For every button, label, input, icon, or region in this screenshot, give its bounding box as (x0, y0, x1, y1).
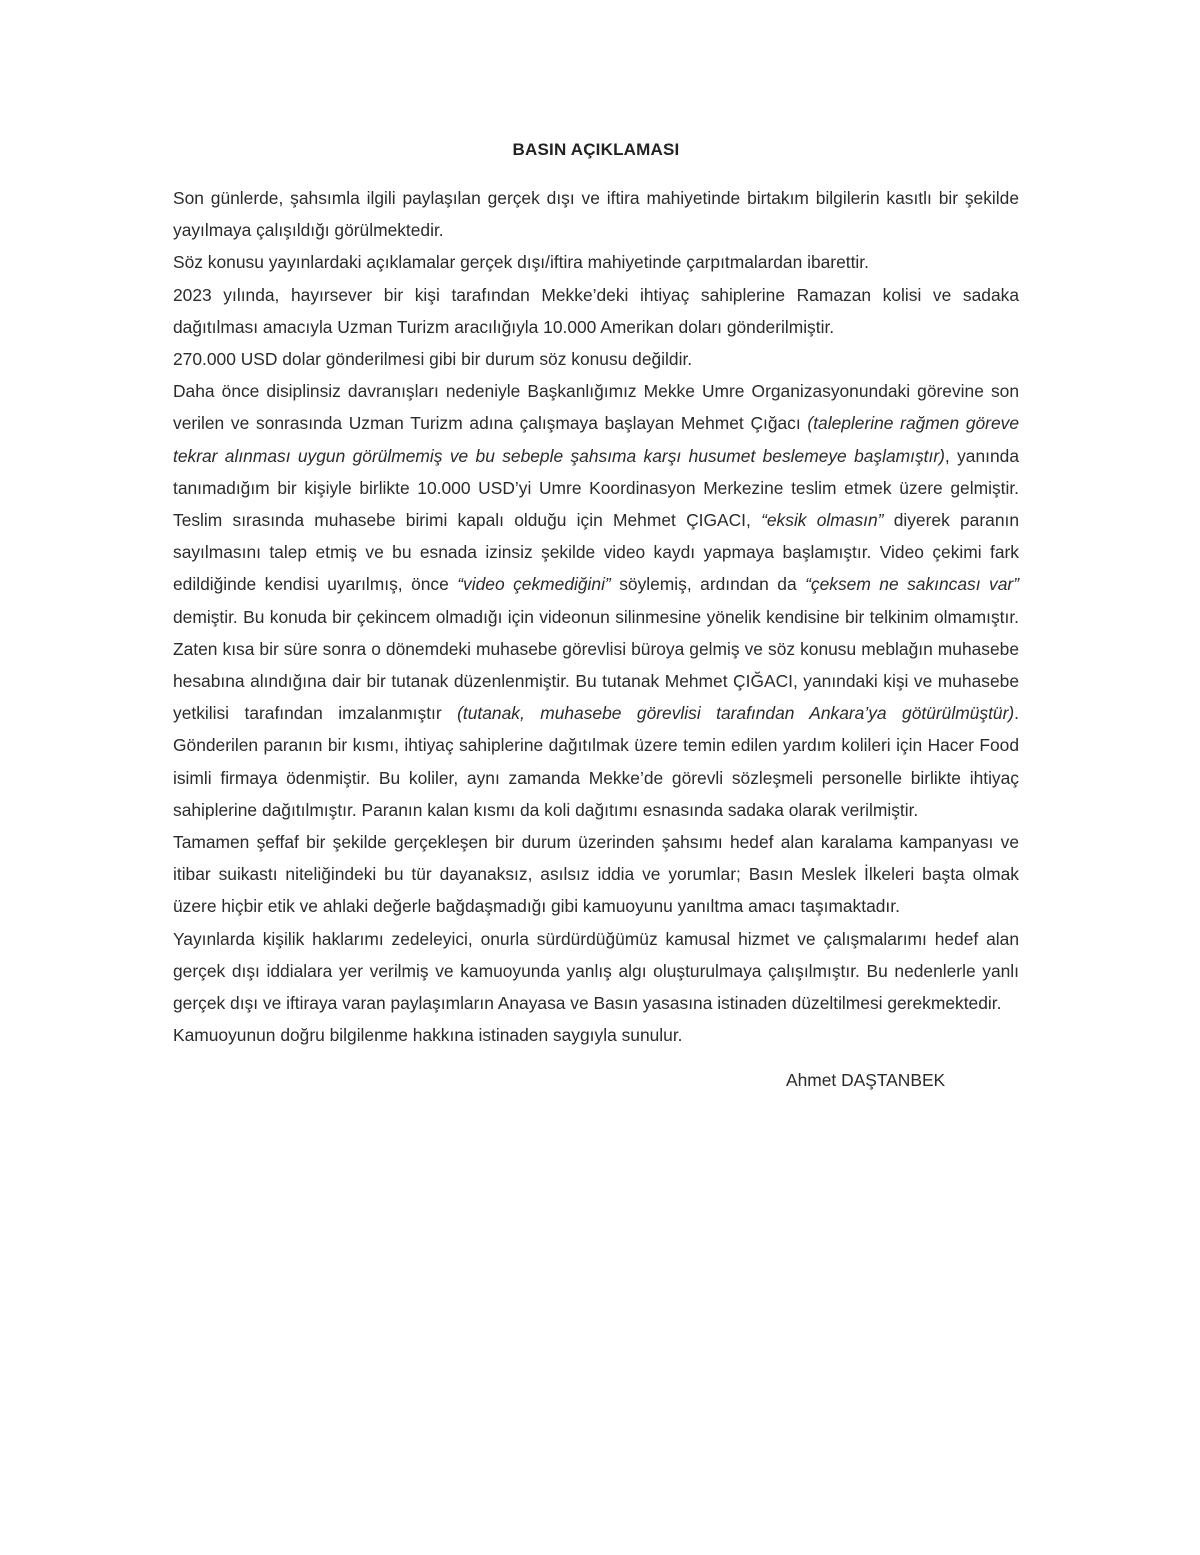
paragraph-5-italic-5: (tutanak, muhasebe görevlisi tarafından Ankara’ya götürülmüştür) (457, 703, 1015, 724)
paragraph-3: 2023 yılında, hayırsever bir kişi tarafından Mekke’deki ihtiyaç sahiplerine Ramazan kolisi ve sadaka dağıtılması amacıyla Uzman Turizm aracılığıyla 10.000 Amerikan doları gönderilmiştir. (173, 284, 1019, 337)
paragraph-7: Yayınlarda kişilik haklarımı zedeleyici, onurla sürdürdüğümüz kamusal hizmet ve çalışmalarımı hedef alan gerçek dışı iddialara yer verilmiş ve kamuoyunda yanlış algı oluşturulmaya çalışılmıştır. Bu nedenlerle yanlı gerçek dışı ve iftiraya varan paylaşımların Anayasa ve Basın yasasına istinaden düzeltilmesi gerekmektedir. (173, 928, 1019, 1014)
paragraph-8: Kamuoyunun doğru bilgilenme hakkına istinaden saygıyla sunulur. (173, 1025, 683, 1046)
paragraph-5 (173, 375, 1019, 826)
signature-name: Ahmet DAŞTANBEK (786, 1070, 946, 1090)
paragraph-5-italic-2: “eksik olmasın” (761, 510, 884, 531)
paragraph-5-text-3: diyerek paranın sayılmasını talep etmiş ve bu esnada izinsiz şekilde video kaydı yapmaya başlamıştır. Video çekimi fark edildiğinde kendisi uyarılmış, önce (173, 510, 1019, 595)
document-title: BASIN AÇIKLAMASI (512, 140, 680, 159)
paragraph-4: 270.000 USD dolar gönderilmesi gibi bir durum söz konusu değildir. (173, 349, 693, 370)
paragraph-5-text-2: , yanında tanımadığım bir kişiyle birlikte 10.000 USD’yi Umre Koordinasyon Merkezine teslim etmek üzere gelmiştir. Teslim sırasında muhasebe birimi kapalı olduğu için Mehmet ÇIGACI, (173, 445, 1019, 531)
document-page (173, 140, 1019, 1051)
paragraph-5-text-5: demiştir. Bu konuda bir çekincem olmadığı için videonun silinmesine yönelik kendisine bir telkinim olmamıştır. Zaten kısa bir süre sonra o dönemdeki muhasebe görevlisi büroya gelmiş ve söz konusu meblağın muhasebe hesabına alındığına dair bir tutanak düzenlenmiştir. Bu tutanak Mehmet ÇIĞACI, yanındaki kişi ve muhasebe yetkilisi tarafından imzalanmıştır (173, 606, 1019, 724)
paragraph-1: Son günlerde, şahsımla ilgili paylaşılan gerçek dışı ve iftira mahiyetinde birtakım bilgilerin kasıtlı bir şekilde yayılmaya çalışıldığı görülmektedir. (173, 188, 1019, 241)
paragraph-5-italic-1: (taleplerine rağmen göreve tekrar alınması uygun görülmemiş ve bu sebeple şahsıma karşı husumet beslemeye başlamıştır) (173, 413, 1020, 466)
paragraph-5-text-6: . Gönderilen paranın bir kısmı, ihtiyaç sahiplerine dağıtılmak üzere temin edilen yardım kolileri için Hacer Food isimli firmaya ödenmiştir. Bu koliler, aynı zamanda Mekke’de görevli sözleşmeli personelle birlikte ihtiyaç sahiplerine dağıtılmıştır. Paranın kalan kısmı da koli dağıtımı esnasında sadaka olarak verilmiştir. (173, 703, 1019, 820)
paragraph-5-italic-3: “video çekmediğini” (457, 574, 611, 595)
paragraph-5-italic-4: “çeksem ne sakıncası var” (805, 574, 1019, 595)
paragraph-5-text-4: söylemiş, ardından da (610, 574, 806, 595)
paragraph-5-text-1: Daha önce disiplinsiz davranışları nedeniyle Başkanlığımız Mekke Umre Organizasyonundaki görevine son verilen ve sonrasında Uzman Turizm adına çalışmaya başlayan Mehmet Çığacı (173, 381, 1019, 434)
paragraph-2: Söz konusu yayınlardaki açıklamalar gerçek dışı/iftira mahiyetinde çarpıtmalardan ibarettir. (173, 252, 869, 273)
paragraph-6: Tamamen şeffaf bir şekilde gerçekleşen bir durum üzerinden şahsımı hedef alan karalama kampanyası ve itibar suikastı niteliğindeki bu tür dayanaksız, asılsız iddia ve yorumlar; Basın Meslek İlkeleri başta olmak üzere hiçbir etik ve ahlaki değerle bağdaşmadığı gibi kamuoyunu yanıltma amacı taşımaktadır. (173, 832, 1019, 917)
